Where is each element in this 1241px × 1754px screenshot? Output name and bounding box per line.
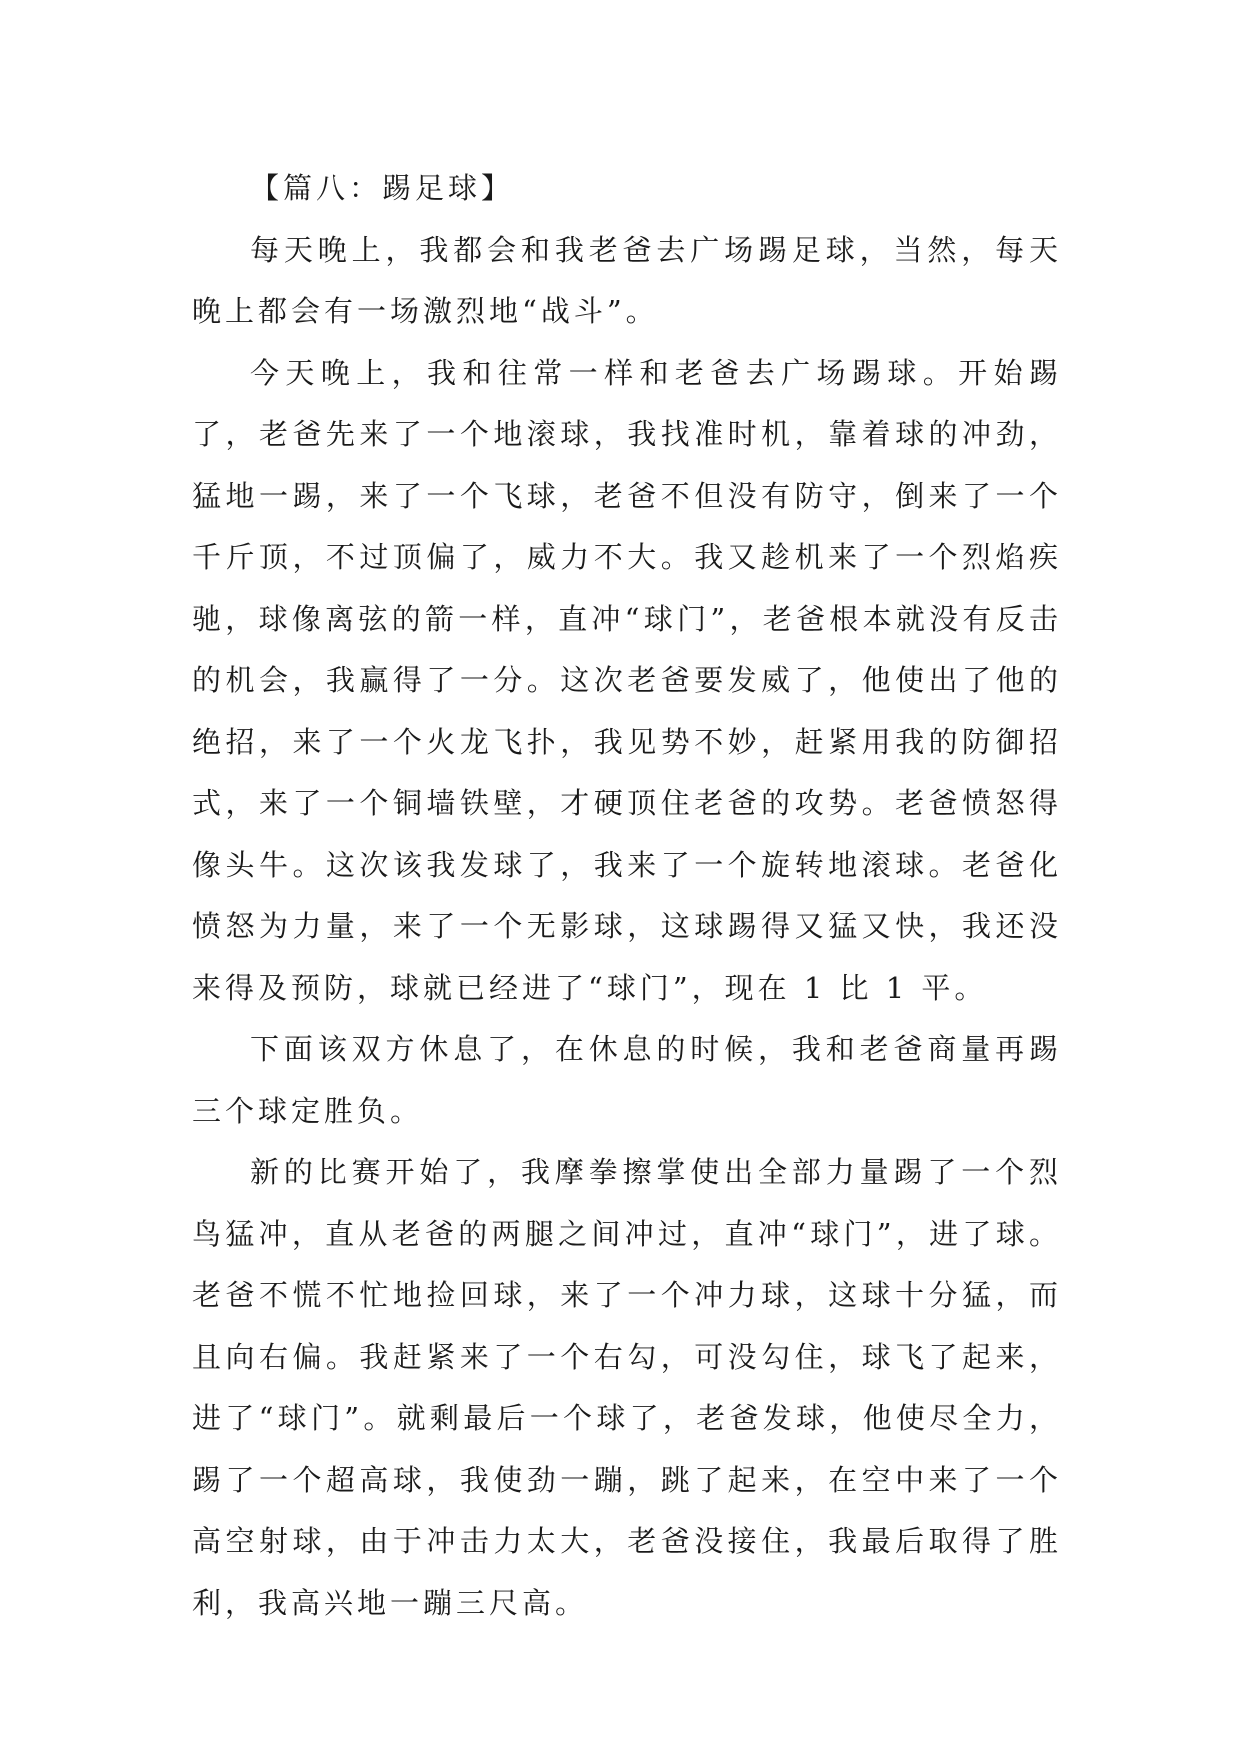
document-heading: 【篇八：踢足球】 [250, 171, 515, 205]
paragraph-3: 下面该双方休息了，在休息的时候，我和老爸商量再踢三个球定胜负。 [192, 1032, 1062, 1128]
document-body [192, 158, 1062, 1634]
paragraph-4: 新的比赛开始了，我摩拳擦掌使出全部力量踢了一个烈鸟猛冲，直从老爸的两腿之间冲过，直冲“球门”，进了球。老爸不慌不忙地捡回球，来了一个冲力球，这球十分猛，而且向右偏。我赶紧来了一个右勾，可没勾住，球飞了起来，进了“球门”。就剩最后一个球了，老爸发球，他使尽全力，踢了一个超高球，我使劲一蹦，跳了起来，在空中来了一个高空射球，由于冲击力太大，老爸没接住，我最后取得了胜利，我高兴地一蹦三尺高。 [192, 1155, 1062, 1620]
paragraph-2: 今天晚上，我和往常一样和老爸去广场踢球。开始踢了，老爸先来了一个地滚球，我找准时机，靠着球的冲劲，猛地一踢，来了一个飞球，老爸不但没有防守，倒来了一个千斤顶，不过顶偏了，威力不大。我又趁机来了一个烈焰疾驰，球像离弦的箭一样，直冲“球门”，老爸根本就没有反击的机会，我赢得了一分。这次老爸要发威了，他使出了他的绝招，来了一个火龙飞扑，我见势不妙，赶紧用我的防御招式，来了一个铜墙铁壁，才硬顶住老爸的攻势。老爸愤怒得像头牛。这次该我发球了，我来了一个旋转地滚球。老爸化愤怒为力量，来了一个无影球，这球踢得又猛又快，我还没来得及预防，球就已经进了“球门”，现在 1 比 1 平。 [192, 355, 1062, 1005]
paragraph-1: 每天晚上，我都会和我老爸去广场踢足球，当然，每天晚上都会有一场激烈地“战斗”。 [192, 232, 1062, 328]
